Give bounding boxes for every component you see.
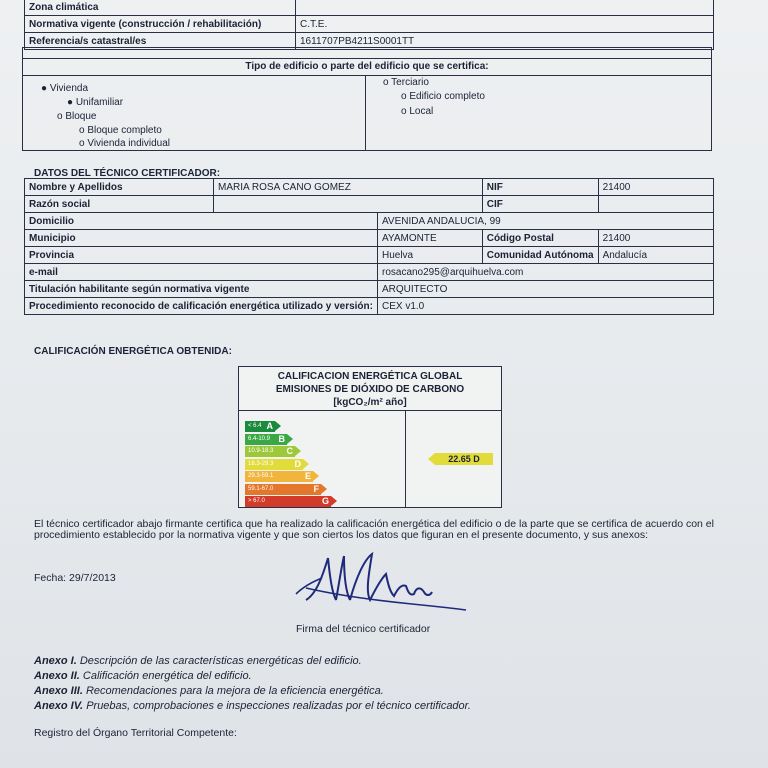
rating-header [239, 367, 501, 411]
name-value: MARIA ROSA CANO GOMEZ [214, 179, 483, 196]
rating-result: 22.65 D [435, 453, 493, 465]
procedimiento-label: Procedimiento reconocido de calificación energética utilizado y versión: [25, 298, 378, 315]
option-unifamiliar: ● Unifamiliar [67, 97, 124, 108]
cif-value [598, 196, 713, 213]
rating-arrow-b [245, 434, 287, 445]
rating-divider [405, 411, 406, 507]
titulacion-label: Titulación habilitante según normativa vigente [25, 281, 378, 298]
technician-table [24, 178, 714, 315]
razon-value [214, 196, 483, 213]
ca-value: Andalucía [598, 247, 713, 264]
table-row [25, 196, 714, 213]
rating-arrow-g [245, 496, 331, 507]
normativa-label: Normativa vigente (construcción / rehabilitación) [25, 16, 296, 33]
catastral-value: 1611707PB4211S0001TT [296, 33, 714, 50]
rating-header-line1: CALIFICACION ENERGÉTICA GLOBAL [277, 371, 463, 382]
rating-letter: D [294, 458, 301, 469]
normativa-value: C.T.E. [296, 16, 714, 33]
provincia-value: Huelva [377, 247, 482, 264]
table-row [25, 264, 714, 281]
option-terciario: o Terciario [383, 77, 429, 88]
rating-arrow-a [245, 421, 275, 432]
firma-label: Firma del técnico certificador [296, 623, 431, 635]
table-row [25, 0, 714, 16]
option-vivienda-individual: o Vivienda individual [79, 138, 170, 149]
email-value: rosacano295@arquihuelva.com [377, 264, 713, 281]
rating-letter: C [286, 446, 293, 456]
declaration-text: El técnico certificador abajo firmante certifica que ha realizado la calificación energética del edificio o de la parte que se certifica de acuerdo con el procedimiento establecido por la normativa vigente y que son ciertos los datos que figuran en el presente documento, y sus anexos: [34, 518, 714, 541]
rating-range: > 67.0 [248, 498, 265, 504]
rating-range: 10.9-18.3 [248, 448, 274, 454]
rating-arrow-d [245, 459, 303, 470]
rating-range: 18.3-29.3 [248, 460, 274, 467]
table-row [25, 230, 714, 247]
email-label: e-mail [25, 264, 378, 281]
name-label: Nombre y Apellidos [25, 179, 214, 196]
divider [365, 75, 366, 150]
zona-value [296, 0, 714, 16]
rating-range: 29.3-59.1 [248, 473, 274, 479]
option-local: o Local [401, 106, 434, 117]
table-row [25, 298, 714, 315]
titulacion-value: ARQUITECTO [377, 281, 713, 298]
signature-image [292, 548, 472, 618]
annex-iii: Anexo III. Recomendaciones para la mejora de la eficiencia energética. [34, 685, 384, 697]
building-type-box [22, 47, 712, 151]
rating-letter: G [321, 496, 329, 506]
table-row [25, 213, 714, 230]
annex-iv: Anexo IV. Pruebas, comprobaciones e inspecciones realizadas por el técnico certificador. [34, 700, 471, 712]
rating-letter: F [313, 483, 319, 494]
rating-arrow-c [245, 446, 295, 457]
zona-label: Zona climática [25, 0, 296, 16]
rating-letter: B [278, 433, 285, 444]
rating-arrow-f [245, 484, 321, 495]
table-row [25, 16, 714, 33]
annex-i: Anexo I. Descripción de las características energéticas del edificio. [34, 655, 362, 667]
registro-label: Registro del Órgano Territorial Competente: [34, 727, 237, 739]
technician-title: DATOS DEL TÉCNICO CERTIFICADOR: [34, 168, 221, 179]
domicilio-value: AVENIDA ANDALUCIA, 99 [377, 213, 713, 230]
rating-letter: E [304, 471, 311, 481]
rating-range: 59.1-67.0 [248, 485, 274, 492]
procedimiento-value: CEX v1.0 [377, 298, 713, 315]
building-type-title: Tipo de edificio o parte del edificio que se certifica: [23, 58, 711, 76]
rating-letter: A [266, 421, 273, 431]
rating-arrow-e [245, 471, 313, 482]
razon-label: Razón social [25, 196, 214, 213]
rating-range: < 6.4 [248, 423, 262, 429]
annex-ii: Anexo II. Calificación energética del edificio. [34, 670, 252, 682]
nif-label: NIF [482, 179, 598, 196]
building-data-table [24, 0, 714, 50]
table-row [25, 247, 714, 264]
table-row [25, 281, 714, 298]
domicilio-label: Domicilio [25, 213, 378, 230]
nif-value: 21400 [598, 179, 713, 196]
cp-value: 21400 [598, 230, 713, 247]
cp-label: Código Postal [482, 230, 598, 247]
municipio-label: Municipio [25, 230, 378, 247]
provincia-label: Provincia [25, 247, 378, 264]
cif-label: CIF [482, 196, 598, 213]
option-edificio-completo: o Edificio completo [401, 91, 485, 102]
ca-label: Comunidad Autónoma [482, 247, 598, 264]
option-vivienda: ● Vivienda [41, 83, 89, 94]
catastral-label: Referencia/s catastral/es [25, 33, 296, 50]
calificacion-title: CALIFICACIÓN ENERGÉTICA OBTENIDA: [34, 346, 232, 357]
option-bloque-completo: o Bloque completo [79, 125, 162, 136]
municipio-value: AYAMONTE [377, 230, 482, 247]
table-row [25, 179, 714, 196]
option-bloque: o Bloque [57, 111, 97, 122]
energy-rating-box [238, 366, 502, 508]
rating-range: 6.4-10.9 [248, 435, 271, 442]
rating-header-line2: EMISIONES DE DIÓXIDO DE CARBONO [275, 384, 465, 395]
rating-header-line3: [kgCO₂/m² año] [333, 397, 407, 408]
fecha: Fecha: 29/7/2013 [34, 572, 116, 584]
